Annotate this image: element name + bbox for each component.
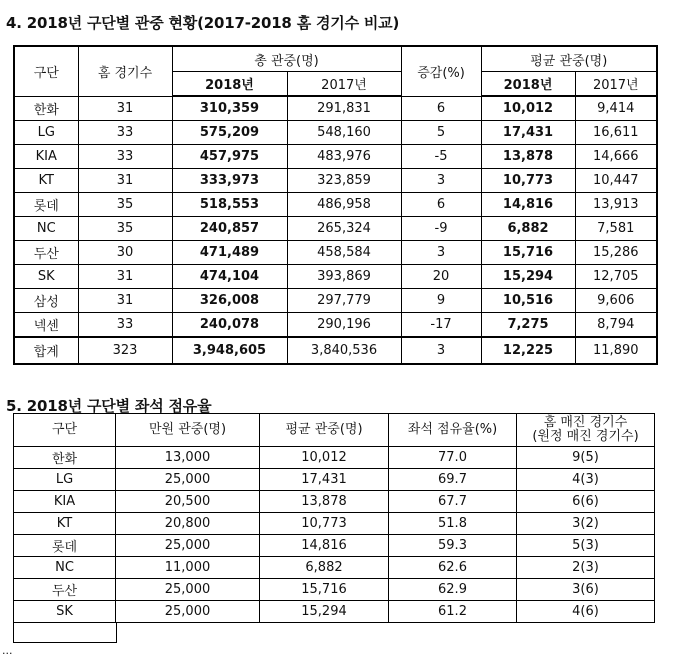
table-row (14, 535, 655, 557)
cell-capacity: 25,000 (116, 579, 260, 601)
cell-team: 두산 (14, 579, 116, 601)
table-row (14, 313, 657, 338)
occ-header-capacity: 만원 관중(명) (116, 414, 260, 447)
cell-a2018: 6,882 (481, 217, 575, 241)
cell-games: 35 (78, 217, 172, 241)
table-row (14, 289, 657, 313)
cell-avg: 17,431 (260, 469, 389, 491)
header-team: 구단 (14, 46, 78, 96)
cell-capacity: 25,000 (116, 535, 260, 557)
table-row (14, 217, 657, 241)
cell-a2018: 10,516 (481, 289, 575, 313)
cell-team: 두산 (14, 241, 78, 265)
cell-team: NC (14, 217, 78, 241)
cell-occ: 59.3 (389, 535, 517, 557)
cell-games: 33 (78, 121, 172, 145)
attendance-table (13, 45, 658, 365)
table-row (14, 447, 655, 469)
cell-sell: 4(6) (517, 601, 655, 623)
header-avg-2017: 2017년 (575, 72, 657, 97)
cell-games: 33 (78, 313, 172, 338)
cell-capacity: 20,500 (116, 491, 260, 513)
cell-a2018: 15,294 (481, 265, 575, 289)
cell-avg: 6,882 (260, 557, 389, 579)
header-average: 평균 관중(명) (481, 46, 657, 72)
occ-header-sellouts-line1: 홈 매진 경기수 (543, 415, 628, 430)
occupancy-table (13, 413, 655, 623)
cell-avg: 15,716 (260, 579, 389, 601)
table-row (14, 557, 655, 579)
cell-a2018: 10,012 (481, 96, 575, 121)
table-row (14, 145, 657, 169)
header-avg-2018: 2018년 (481, 72, 575, 97)
cell-team: SK (14, 265, 78, 289)
cell-a2017: 15,286 (575, 241, 657, 265)
table-row (14, 193, 657, 217)
total-avg-2017: 11,890 (575, 337, 657, 364)
cell-team: SK (14, 601, 116, 623)
cell-a2018: 7,275 (481, 313, 575, 338)
occ-header-team: 구단 (14, 414, 116, 447)
cell-t2017: 297,779 (287, 289, 401, 313)
table-row (14, 96, 657, 121)
table-row (14, 469, 655, 491)
cell-a2018: 14,816 (481, 193, 575, 217)
header-total-2018: 2018년 (172, 72, 287, 97)
cell-t2018: 471,489 (172, 241, 287, 265)
cell-change: 6 (401, 96, 481, 121)
table-row (14, 169, 657, 193)
header-row (14, 46, 657, 72)
cell-t2017: 483,976 (287, 145, 401, 169)
cell-occ: 62.6 (389, 557, 517, 579)
cell-team: 한화 (14, 96, 78, 121)
table-row (14, 121, 657, 145)
table-row (14, 265, 657, 289)
cell-capacity: 20,800 (116, 513, 260, 535)
table-row (14, 241, 657, 265)
cell-a2017: 9,606 (575, 289, 657, 313)
cell-t2017: 290,196 (287, 313, 401, 338)
cell-team: 롯데 (14, 535, 116, 557)
empty-cell (13, 622, 117, 643)
cell-a2017: 13,913 (575, 193, 657, 217)
cell-t2017: 458,584 (287, 241, 401, 265)
table-row (14, 601, 655, 623)
cell-t2018: 240,078 (172, 313, 287, 338)
header-total: 총 관중(명) (172, 46, 401, 72)
occ-header-average: 평균 관중(명) (260, 414, 389, 447)
total-games: 323 (78, 337, 172, 364)
cell-team: 넥센 (14, 313, 78, 338)
cell-t2018: 333,973 (172, 169, 287, 193)
occ-header-sellouts (517, 414, 655, 447)
cell-sell: 2(3) (517, 557, 655, 579)
cell-t2018: 240,857 (172, 217, 287, 241)
cell-a2017: 7,581 (575, 217, 657, 241)
cell-change: 3 (401, 169, 481, 193)
total-row (14, 337, 657, 364)
cell-a2017: 14,666 (575, 145, 657, 169)
cell-occ: 51.8 (389, 513, 517, 535)
cell-capacity: 25,000 (116, 601, 260, 623)
header-total-2017: 2017년 (287, 72, 401, 97)
cell-t2017: 548,160 (287, 121, 401, 145)
cell-change: -9 (401, 217, 481, 241)
ellipsis: ... (2, 644, 13, 657)
cell-team: 롯데 (14, 193, 78, 217)
cell-occ: 77.0 (389, 447, 517, 469)
cell-team: KT (14, 169, 78, 193)
cell-a2018: 13,878 (481, 145, 575, 169)
section5-title: 5. 2018년 구단별 좌석 점유율 (6, 397, 212, 415)
cell-avg: 10,773 (260, 513, 389, 535)
cell-sell: 3(2) (517, 513, 655, 535)
table-row (14, 579, 655, 601)
table-row (14, 513, 655, 535)
cell-sell: 3(6) (517, 579, 655, 601)
cell-occ: 69.7 (389, 469, 517, 491)
cell-games: 31 (78, 169, 172, 193)
total-avg-2018: 12,225 (481, 337, 575, 364)
cell-games: 35 (78, 193, 172, 217)
section4-title: 4. 2018년 구단별 관중 현황(2017-2018 홈 경기수 비교) (6, 14, 400, 32)
cell-avg: 13,878 (260, 491, 389, 513)
cell-occ: 61.2 (389, 601, 517, 623)
cell-t2018: 326,008 (172, 289, 287, 313)
cell-change: -5 (401, 145, 481, 169)
cell-a2018: 15,716 (481, 241, 575, 265)
cell-team: KIA (14, 491, 116, 513)
cell-change: 6 (401, 193, 481, 217)
cell-team: KT (14, 513, 116, 535)
cell-t2017: 393,869 (287, 265, 401, 289)
cell-games: 30 (78, 241, 172, 265)
cell-t2017: 265,324 (287, 217, 401, 241)
cell-games: 31 (78, 289, 172, 313)
occ-header-sellouts-line2: (원정 매진 경기수) (532, 429, 639, 444)
cell-occ: 67.7 (389, 491, 517, 513)
cell-a2017: 12,705 (575, 265, 657, 289)
cell-t2018: 474,104 (172, 265, 287, 289)
cell-team: 한화 (14, 447, 116, 469)
cell-a2018: 17,431 (481, 121, 575, 145)
cell-a2018: 10,773 (481, 169, 575, 193)
cell-avg: 14,816 (260, 535, 389, 557)
cell-t2017: 486,958 (287, 193, 401, 217)
cell-a2017: 16,611 (575, 121, 657, 145)
cell-t2018: 457,975 (172, 145, 287, 169)
cell-occ: 62.9 (389, 579, 517, 601)
cell-t2017: 291,831 (287, 96, 401, 121)
total-2018: 3,948,605 (172, 337, 287, 364)
cell-a2017: 9,414 (575, 96, 657, 121)
cell-sell: 9(5) (517, 447, 655, 469)
cell-capacity: 25,000 (116, 469, 260, 491)
total-2017: 3,840,536 (287, 337, 401, 364)
occ-header-occupancy: 좌석 점유율(%) (389, 414, 517, 447)
cell-avg: 10,012 (260, 447, 389, 469)
total-change: 3 (401, 337, 481, 364)
cell-team: LG (14, 469, 116, 491)
cell-change: 20 (401, 265, 481, 289)
table-row (14, 491, 655, 513)
cell-games: 33 (78, 145, 172, 169)
cell-a2017: 8,794 (575, 313, 657, 338)
cell-team: KIA (14, 145, 78, 169)
cell-team: 삼성 (14, 289, 78, 313)
occupancy-header-row (14, 414, 655, 447)
cell-games: 31 (78, 265, 172, 289)
cell-t2018: 575,209 (172, 121, 287, 145)
cell-change: 3 (401, 241, 481, 265)
cell-sell: 6(6) (517, 491, 655, 513)
cell-avg: 15,294 (260, 601, 389, 623)
cell-change: 5 (401, 121, 481, 145)
cell-games: 31 (78, 96, 172, 121)
header-change: 증감(%) (401, 46, 481, 96)
header-home-games: 홈 경기수 (78, 46, 172, 96)
cell-sell: 5(3) (517, 535, 655, 557)
cell-team: LG (14, 121, 78, 145)
cell-a2017: 10,447 (575, 169, 657, 193)
cell-capacity: 11,000 (116, 557, 260, 579)
cell-capacity: 13,000 (116, 447, 260, 469)
total-label: 합계 (14, 337, 78, 364)
cell-t2018: 518,553 (172, 193, 287, 217)
cell-t2017: 323,859 (287, 169, 401, 193)
cell-change: 9 (401, 289, 481, 313)
cell-change: -17 (401, 313, 481, 338)
cell-sell: 4(3) (517, 469, 655, 491)
cell-t2018: 310,359 (172, 96, 287, 121)
cell-team: NC (14, 557, 116, 579)
